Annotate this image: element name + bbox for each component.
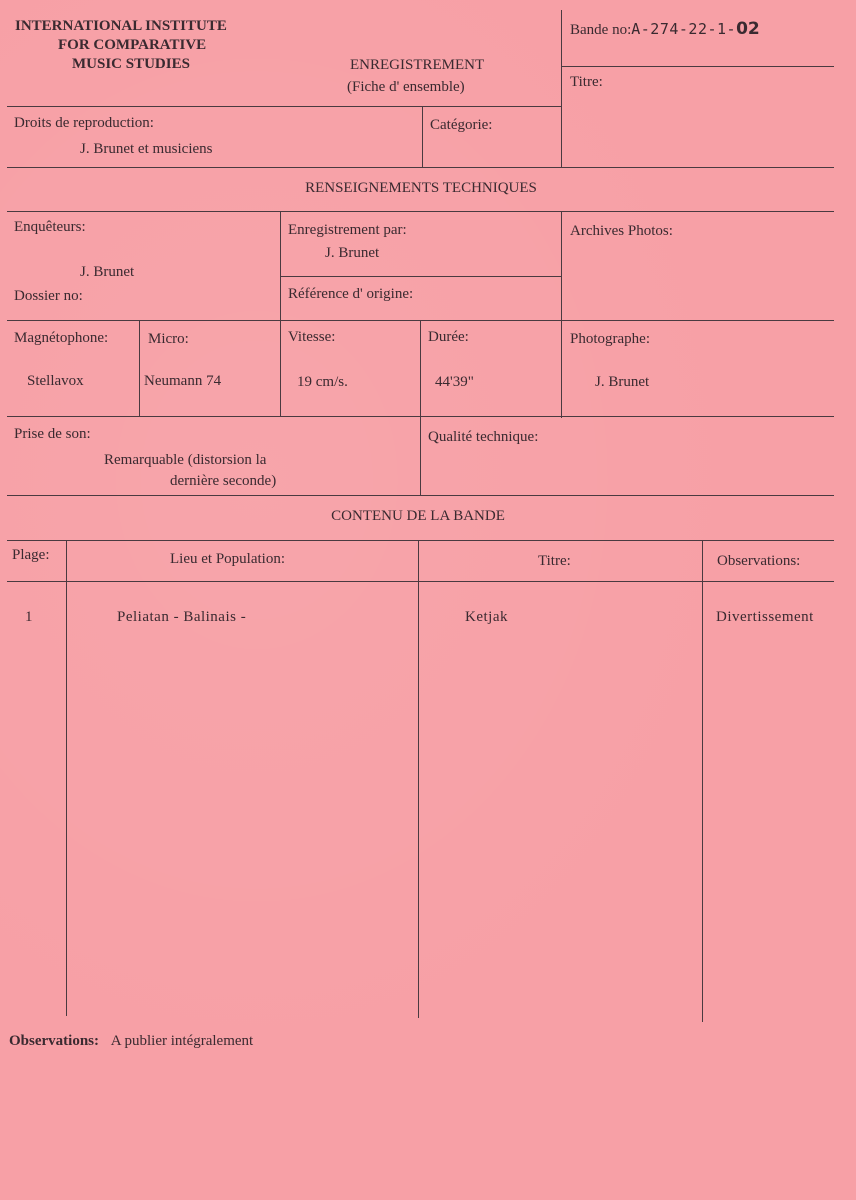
magneto-label: Magnétophone: <box>14 330 109 346</box>
rights-divider <box>422 106 423 167</box>
vitesse-label: Vitesse: <box>288 329 336 345</box>
header-bottom-rule <box>7 106 562 107</box>
duree-label: Durée: <box>428 329 469 345</box>
enreg-par-rule <box>280 276 562 277</box>
vitesse-value: 19 cm/s. <box>297 374 348 390</box>
rights-bottom-rule <box>7 167 834 168</box>
row-obs: Divertissement <box>716 609 814 625</box>
enreg-par-value: J. Brunet <box>325 245 380 261</box>
form-subtitle: (Fiche d' ensemble) <box>347 79 465 95</box>
footer-observations <box>9 1033 253 1050</box>
col-header-lieu: Lieu et Population: <box>170 551 285 567</box>
tech-section-title: RENSEIGNEMENTS TECHNIQUES <box>305 180 537 196</box>
col-divider-titre <box>702 540 703 1022</box>
duree-value: 44'39" <box>435 374 474 390</box>
col-divider-lieu <box>418 540 419 1018</box>
bande-handwritten-suffix: 02 <box>736 19 760 39</box>
tech-divider-1 <box>280 211 281 416</box>
reference-label: Référence d' origine: <box>288 286 414 302</box>
contents-section-title: CONTENU DE LA BANDE <box>331 508 505 524</box>
dossier-label: Dossier no: <box>14 288 83 304</box>
tech-divider-micro <box>139 320 140 416</box>
micro-value: Neumann 74 <box>144 373 222 389</box>
enreg-par-label: Enregistrement par: <box>288 222 407 238</box>
tech-bottom-rule <box>7 495 834 496</box>
footer-obs-value: A publier intégralement <box>110 1033 254 1049</box>
contents-header-rule <box>7 581 834 582</box>
photographe-value: J. Brunet <box>595 374 650 390</box>
prise-label: Prise de son: <box>14 426 91 442</box>
prise-value-line2: dernière seconde) <box>170 473 277 489</box>
droits-label: Droits de reproduction: <box>14 115 154 131</box>
row-lieu: Peliatan - Balinais - <box>117 609 247 625</box>
bande-label-text: Bande no: <box>570 22 632 38</box>
institute-name-line1: INTERNATIONAL INSTITUTE <box>15 18 227 34</box>
enqueteurs-label: Enquêteurs: <box>14 219 86 235</box>
titre-label: Titre: <box>570 74 603 90</box>
col-divider-plage <box>66 540 67 1016</box>
enqueteurs-value: J. Brunet <box>80 264 135 280</box>
magneto-value: Stellavox <box>27 373 84 389</box>
qualite-label: Qualité technique: <box>428 429 539 445</box>
archives-label: Archives Photos: <box>570 223 673 239</box>
categorie-label: Catégorie: <box>430 117 493 133</box>
droits-value: J. Brunet et musiciens <box>80 141 213 157</box>
row-plage: 1 <box>25 609 33 625</box>
col-header-titre: Titre: <box>538 553 571 569</box>
tech-divider-2 <box>561 211 562 418</box>
tech-lower-rule <box>7 416 834 417</box>
micro-label: Micro: <box>148 331 189 347</box>
institute-name-line3: MUSIC STUDIES <box>72 56 190 72</box>
col-header-plage: Plage: <box>12 547 50 563</box>
bande-label <box>570 21 760 39</box>
contents-title-rule <box>7 540 834 541</box>
bande-number: A-274-22-1- <box>631 20 737 38</box>
form-title: ENREGISTREMENT <box>350 57 485 73</box>
bande-underline <box>561 66 834 67</box>
col-header-obs: Observations: <box>717 553 801 569</box>
row-titre: Ketjak <box>465 609 508 625</box>
footer-obs-label: Observations: <box>9 1033 99 1049</box>
institute-name-line2: FOR COMPARATIVE <box>58 37 207 53</box>
prise-value-line1: Remarquable (distorsion la <box>104 452 267 468</box>
tech-title-rule <box>7 211 834 212</box>
photographe-label: Photographe: <box>570 331 650 347</box>
header-divider-vertical <box>561 10 562 167</box>
tech-divider-duree <box>420 320 421 496</box>
